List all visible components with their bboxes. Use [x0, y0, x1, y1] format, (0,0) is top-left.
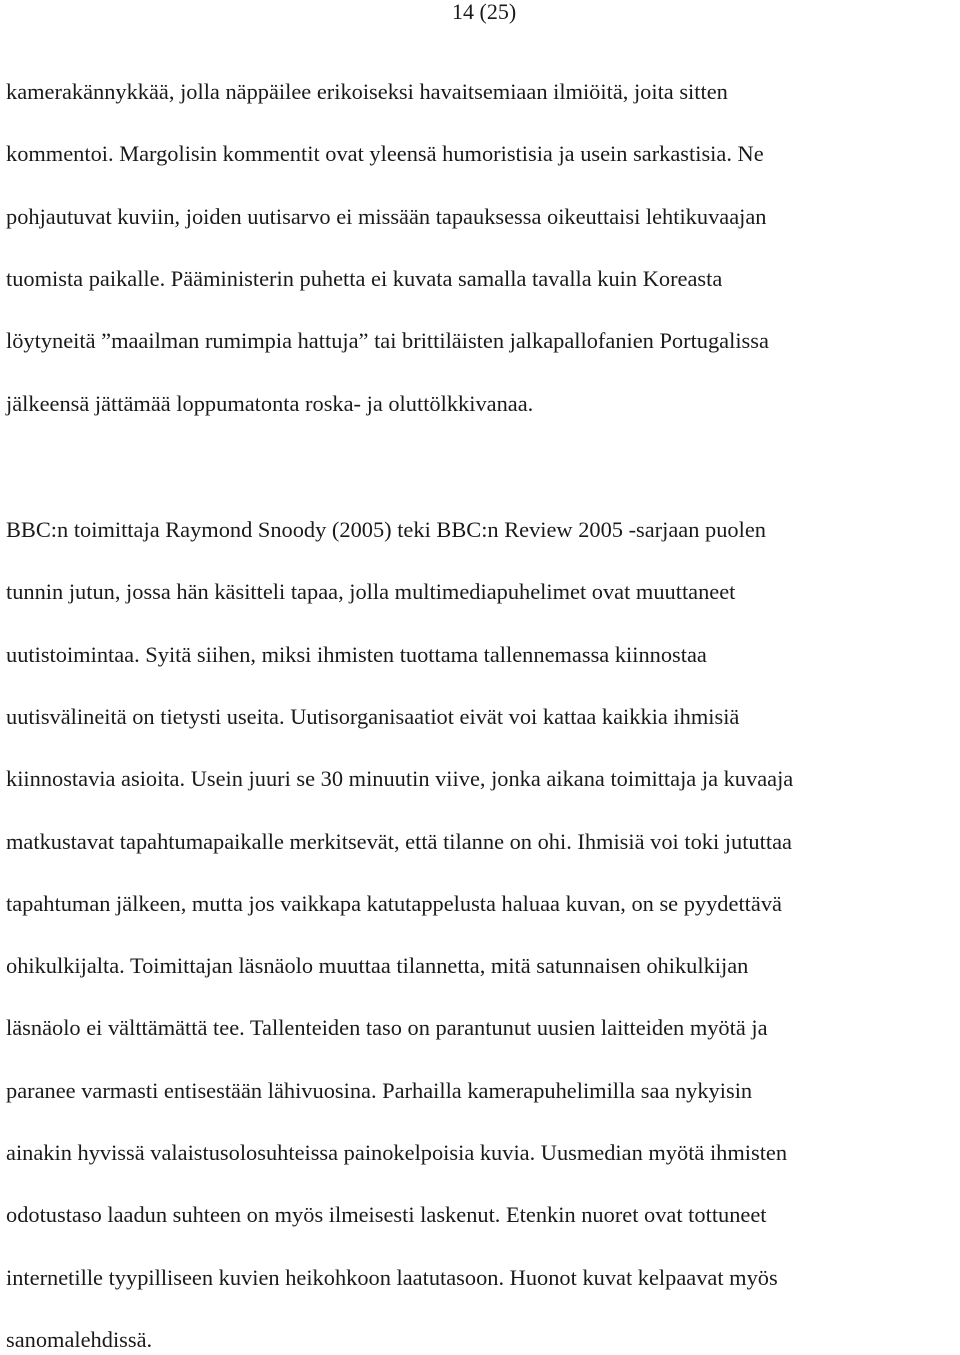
text-line: jälkeensä jättämää loppumatonta roska- ja oluttölkkivanaa. [6, 390, 534, 416]
text-line: kommentoi. Margolisin kommentit ovat yleensä humoristisia ja usein sarkastisia. Ne [6, 141, 764, 167]
text-line: paranee varmasti entisestään lähivuosina. Parhailla kamerapuhelimilla saa nykyisin [6, 1077, 753, 1103]
text-line: kiinnostavia asioita. Usein juuri se 30 minuutin viive, jonka aikana toimittaja ja kuvaaja [6, 766, 794, 792]
text-line: matkustavat tapahtumapaikalle merkitsevät, että tilanne on ohi. Ihmisiä voi toki jututtaa [6, 828, 792, 854]
text-line: uutisvälineitä on tietysti useita. Uutisorganisaatiot eivät voi kattaa kaikkia ihmisiä [6, 703, 740, 729]
text-line: odotustaso laadun suhteen on myös ilmeisesti laskenut. Etenkin nuoret ovat tottuneet [6, 1202, 767, 1228]
text-line: ohikulkijalta. Toimittajan läsnäolo muuttaa tilannetta, mitä satunnaisen ohikulkijan [6, 953, 749, 979]
text-line: internetille tyypilliseen kuvien heikohkoon laatutasoon. Huonot kuvat kelpaavat myös [6, 1264, 778, 1290]
page-number: 14 (25) [452, 0, 517, 24]
text-line: uutistoimintaa. Syitä siihen, miksi ihmisten tuottama tallennemassa kiinnostaa [6, 641, 707, 667]
text-line: tapahtuman jälkeen, mutta jos vaikkapa katutappelusta haluaa kuvan, on se pyydettävä [6, 890, 782, 916]
text-line: läsnäolo ei välttämättä tee. Tallenteiden taso on parantunut uusien laitteiden myötä ja [6, 1015, 768, 1041]
text-line: sanomalehdissä. [6, 1326, 153, 1352]
text-line: löytyneitä ”maailman rumimpia hattuja” tai brittiläisten jalkapallofanien Portugalissa [6, 328, 769, 354]
text-line: tuomista paikalle. Pääministerin puhetta ei kuvata samalla tavalla kuin Koreasta [6, 265, 723, 291]
text-line: kamerakännykkää, jolla näppäilee erikoiseksi havaitsemiaan ilmiöitä, joita sitten [6, 79, 728, 104]
text-line: ainakin hyvissä valaistusolosuhteissa painokelpoisia kuvia. Uusmedian myötä ihmisten [6, 1140, 788, 1165]
text-line: pohjautuvat kuviin, joiden uutisarvo ei missään tapauksessa oikeuttaisi lehtikuvaajan [6, 203, 767, 229]
text-line: tunnin jutun, jossa hän käsitteli tapaa, jolla multimediapuhelimet ovat muuttaneet [6, 579, 736, 605]
text-line: BBC:n toimittaja Raymond Snoody (2005) teki BBC:n Review 2005 -sarjaan puolen [6, 517, 766, 542]
